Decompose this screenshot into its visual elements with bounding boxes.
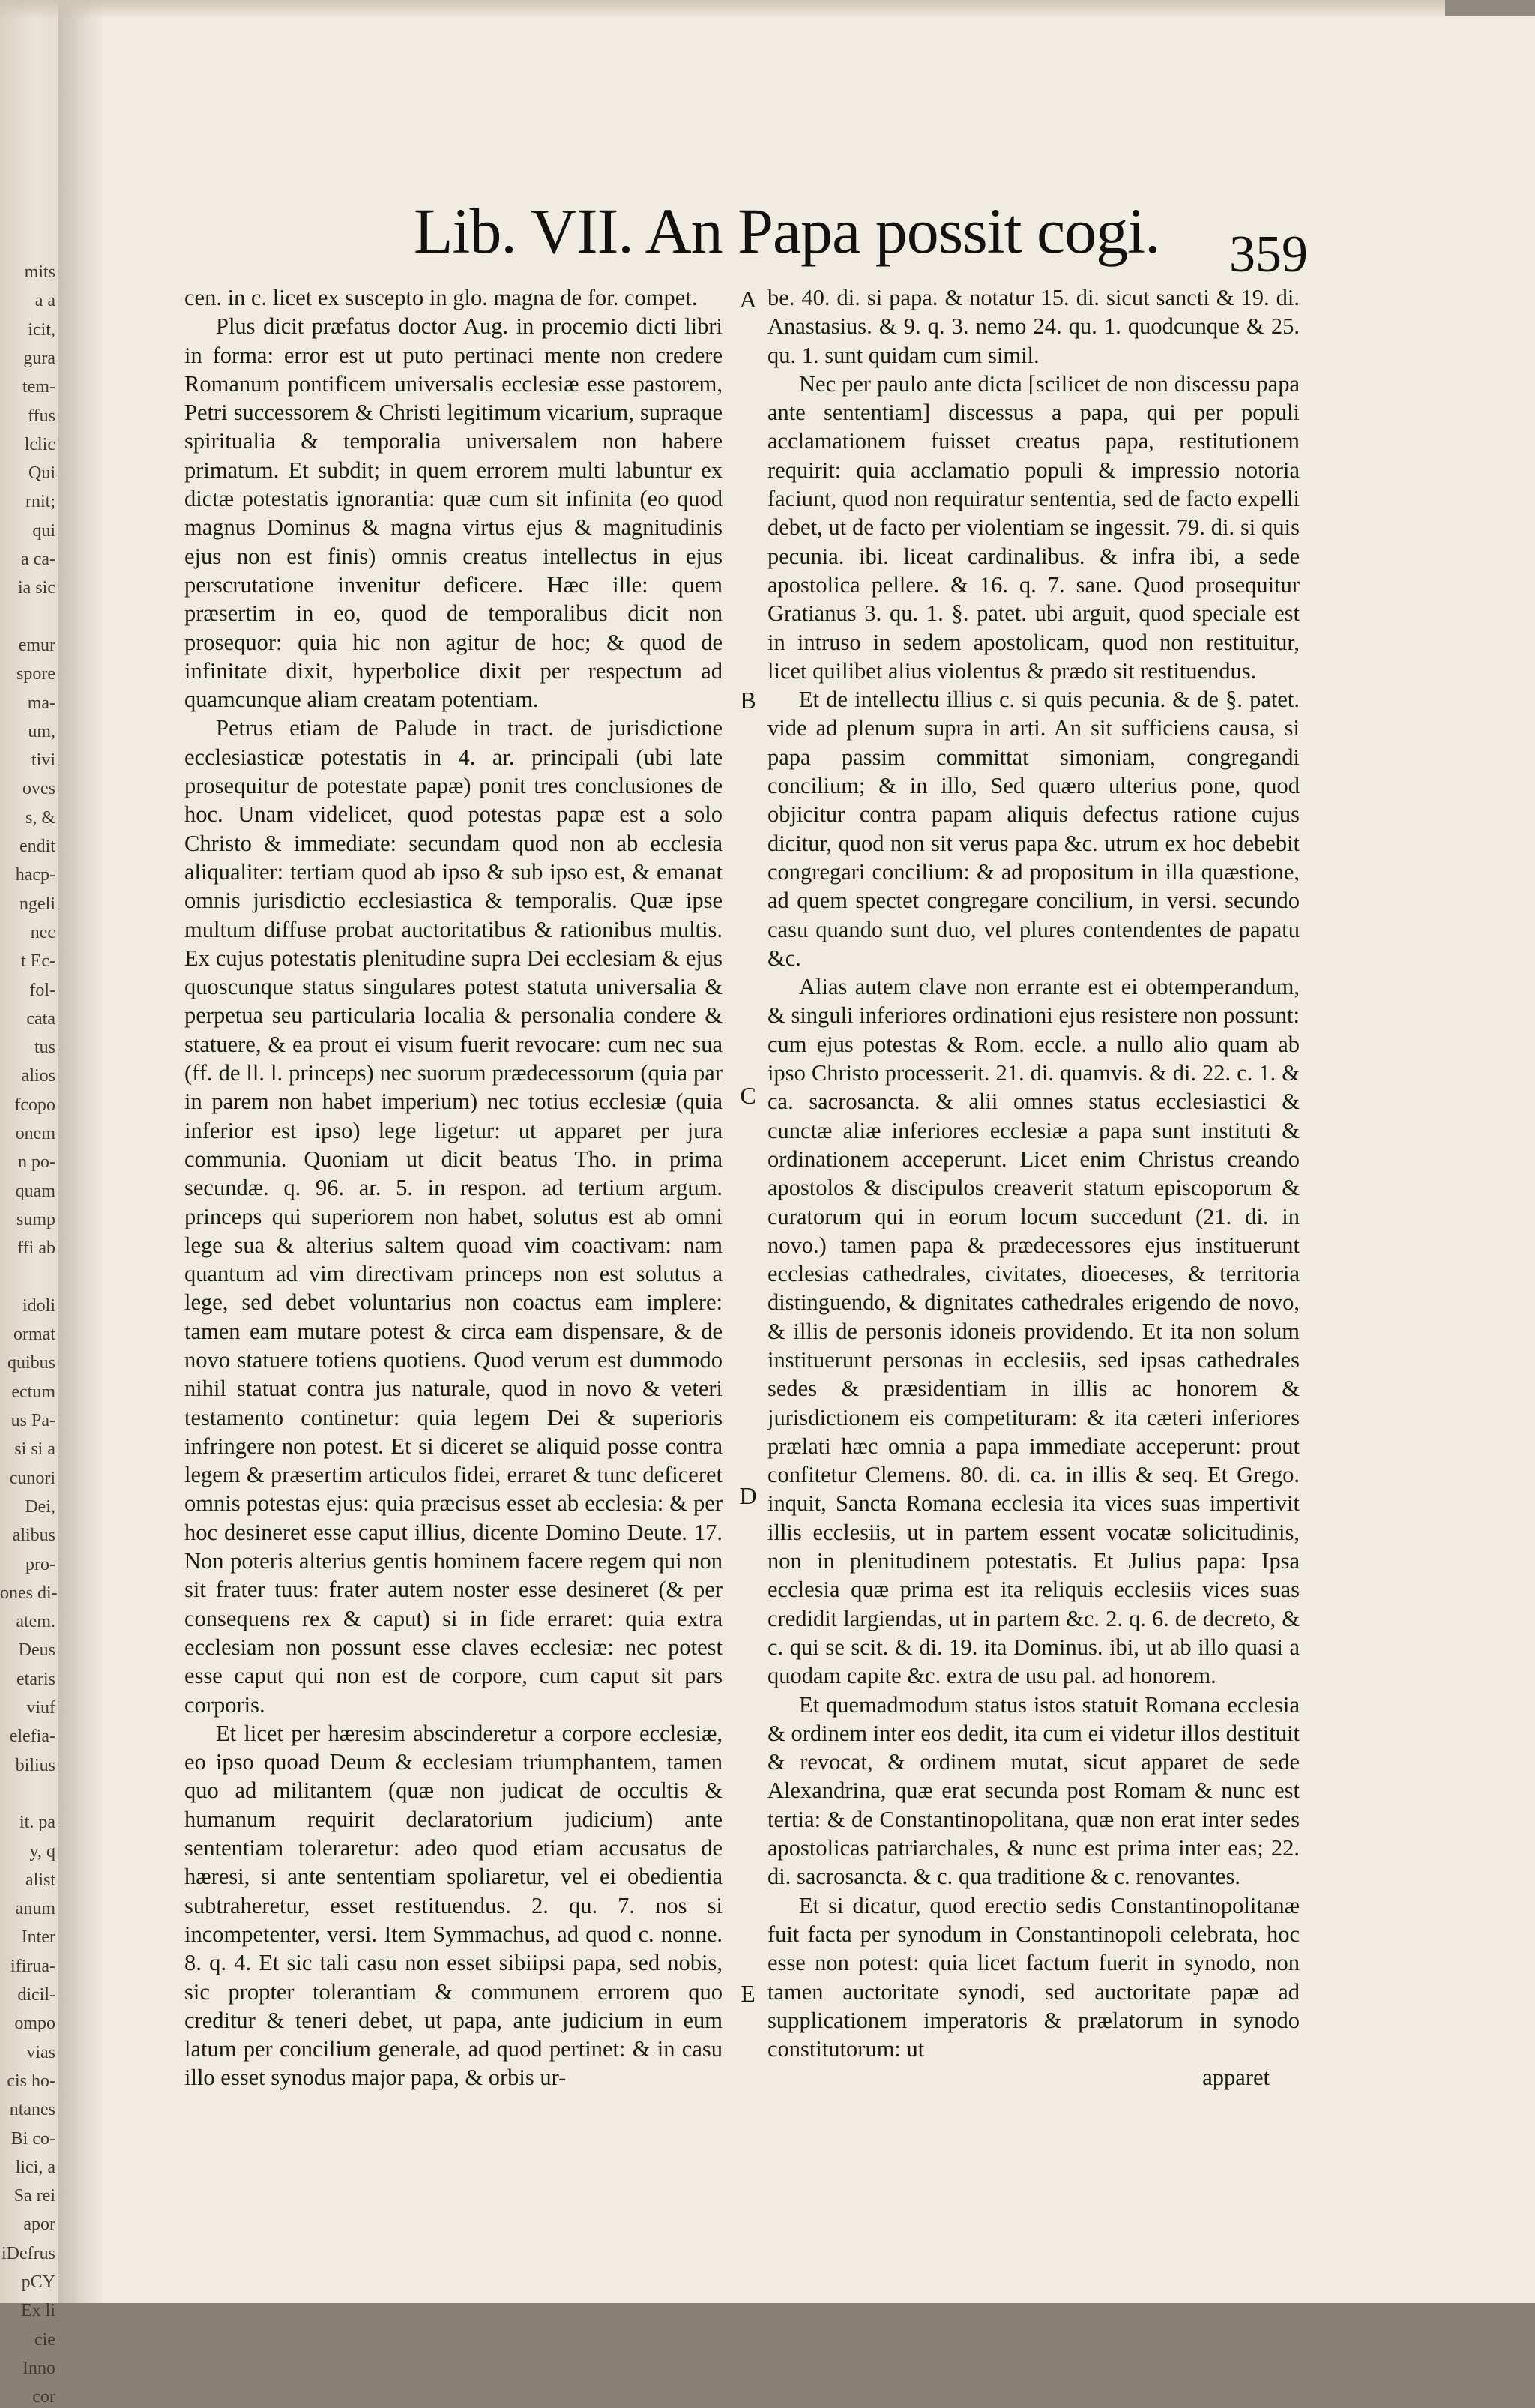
paragraph: Et si dicatur, quod erectio sedis Constantinopolitanæ fuit facta per synodum in Constantinopoli celebrata, hoc esse non potest: quia licet factum fuerit in synodo, non tamen auctoritate synodi, sed auctoritate papæ ad supplicationem imperatoris & prælatorum in synodo constitutorum: ut [768, 1892, 1300, 2062]
gutter-fragment: a ca- [21, 550, 55, 569]
gutter-fragment: lclic [24, 434, 55, 454]
gutter-fragment: a a [34, 291, 55, 311]
paragraph: Petrus etiam de Palude in tract. de jurisdictione ecclesiasticæ potestatis in 4. ar. principali (ubi late prosequitur de potestate papæ) ponit tres conclusiones de hoc. Unam videlicet, quod potestas papæ est a solo Christo & immediate: secundam quod non ab ecclesia aliqualiter: tertiam quod ab ipso & sub ipso est, & emanat omnis jurisdictio ecclesiastica & temporalis. Quæ ipse multum diffuse probat auctoritatibus & rationibus multis. Ex cujus potestatis plenitudine supra Dei ecclesiam & ejus quoscunque status singulares potest statuta universalia & perpetua seu particularia localia & personalia condere & statuere, & ea prout ei visum fuerit revocare: cum nec sua (ff. de ll. l. princeps) nec suorum prædecessorum (quia par in parem non habet imperium) nec totius ecclesiæ (quia inferior est ipso) lege ligetur: ut apparet per jura communia. Quoniam ut dicit beatus Tho. in prima secundæ. q. 96. ar. 5. in respon. ad tertium argum. princeps qui superiorem non habet, solutus est ab omni lege sua & alterius saltem quoad vim coactivam: nam quantum ad vim directivam princeps non est solutus a lege, sed debet voluntarius non coactus eam implere: tamen eam mutare potest & circa eam dispensare, & de novo statuere totiens quotiens. Quod verum est dummodo nihil statuat contra jus naturale, quod in novo & veteri testamento continetur: quia legem Dei & superioris infringere non potest. Et si diceret se aliquid posse contra legem & præsertim articulos fidei, erraret & tunc deficeret omnis potestas ejus: quia præcisus esset ab ecclesia: & per hoc desineret esse caput illius, dicente Domino Deute. 17. Non poteris alterius gentis hominem facere regem qui non sit frater tuus: frater autem noster esse desineret (& per consequens rex & caput) si in fide erraret: quia extra ecclesiam non possunt esse claves ecclesiæ: nec potest esse caput qui non est de corpore, cum caput sit pars corporis. [184, 715, 723, 1718]
gutter-fragment: um, [28, 721, 55, 741]
gutter-fragment: cata [26, 1008, 55, 1029]
gutter-fragment: hacp- [15, 865, 55, 885]
gutter-fragment: cor [32, 2387, 55, 2407]
gutter-fragment: anum [15, 1899, 55, 1919]
gutter-fragment: ffi ab [17, 1238, 55, 1259]
paragraph: Nec per paulo ante dicta [scilicet de non discessu papa ante sententiam] discessus a papa, qui per populi acclamationem fuisset creatus papa, restitutionem requirit: quia acclamatio populi & impressio notoria faciunt, quod non requiratur sententia, sed de facto expelli debet, ut de facto per violentiam se ingessit. 79. di. si quis pecunia. ibi. liceat cardinalibus. & infra ibi, a sede apostolica pellere. & 16. q. 7. sane. Quod prosequitur Gratianus 3. qu. 1. §. patet. ubi arguit, quod speciale est in intruso in sedem apostolicam, quod non restituitur, licet quilibet alius violentus & prædo sit restituendus. [768, 370, 1300, 684]
paragraph: be. 40. di. si papa. & notatur 15. di. sicut sancti & 19. di. Anastasius. & 9. q. 3. nemo 24. qu. 1. quodcunque & 25. qu. 1. sunt quidam cum simil. [768, 285, 1300, 368]
gutter-fragment: quibus [7, 1353, 55, 1373]
gutter-fragment: rnit; [25, 492, 55, 512]
paragraph: Et de intellectu illius c. si quis pecunia. & de §. patet. vide ad plenum supra in arti. An sit sufficiens causa, si papa passim committat simoniam, congregandi concilium; & in illo, Sed quæro ulterius pone, quod objicitur contra papam aliquis defectus ratione cujus dicitur, quod non sit verus papa &c. utrum ex hoc debebit congregari concilium: & ad propositum in illa quæstione, ad quem spectet congregare concilium, in versi. secundo casu quando sunt duo, vel plures contendentes de papatu &c. [768, 687, 1300, 971]
margin-marker-d: D [739, 1482, 757, 1509]
gutter-fragment: ifirua- [10, 1956, 55, 1976]
gutter-fragment: y, q [29, 1841, 55, 1861]
gutter-fragment: ffus [28, 406, 55, 426]
gutter-fragment: iDefrus [1, 2243, 55, 2263]
gutter-fragment: cunori [9, 1468, 55, 1488]
page-corner [1445, 0, 1535, 16]
gutter-fragment: n po- [18, 1152, 55, 1173]
paragraph: cen. in c. licet ex suscepto in glo. magna de for. compet. [184, 285, 698, 310]
page-top-edge [0, 0, 1535, 19]
gutter-fragment: atem. [16, 1612, 55, 1632]
right-text-column [768, 283, 1300, 2092]
gutter-fragment: pro- [25, 1554, 55, 1574]
gutter-fragment: alist [25, 1870, 55, 1890]
gutter-fragment: mits [24, 262, 55, 282]
gutter-fragment: spore [16, 664, 55, 684]
gutter-fragment: viuf [26, 1698, 55, 1718]
gutter-fragment: ntanes [9, 2100, 55, 2120]
left-text-column [184, 283, 723, 2092]
margin-marker-b: B [740, 687, 756, 714]
paragraph: Alias autem clave non errante est ei obtemperandum, & singuli inferiores ordinationi ejus resistere non possunt: cum ejus potestas & Rom. eccle. a nullo alio quam ab ipso Christo processerit. 21. di. quamvis. & di. 22. c. 1. & ca. sacrosancta. & alii omnes status ecclesiastici & cunctæ aliæ inferiores ecclesiæ a papa sunt instituti & ordinationem acceperunt. Licet enim Christus creando apostolos & discipulos creaverit statum episcoporum & curatorum qui in eorum locum succedunt (21. di. in novo.) tamen papa & prædecessores ejus instituerunt ecclesias cathedrales, civitates, dioeceses, & territoria distinguendo, & dignitates cathedrales erigendo de novo, & illis de personis idoneis providendo. Et ita non solum instituerunt personas in ecclesiis, sed ipsas cathedrales sedes & præsidentiam in illis ac honorem & jurisdictionem eis competituram: & ita cæteri inferiores prælati hæc omnia a papa immediate acceperunt: prout confitetur Clemens. 80. di. ca. in illis & seq. Et Grego. inquit, Sancta Romana ecclesia ita vices suas impertivit illis ecclesiis, ut in partem essent vocatæ solicitudinis, non in plenitudinem potestatis. Et Julius papa: Ipsa ecclesia quæ prima est ita reliquis ecclesiis vices suas credidit largiendas, ut in partem &c. 2. q. 6. de decreto, & c. qui se scit. & di. 19. ita Dominus. ibi, ut ab illo quasi a quodam capite &c. extra de usu pal. ad honorem. [768, 974, 1300, 1689]
gutter-fragment: apor [23, 2215, 55, 2235]
gutter-fragment: cie [34, 2329, 55, 2350]
margin-marker-c: C [740, 1082, 756, 1109]
gutter-fragment: ma- [27, 693, 55, 713]
gutter-fragment: t Ec- [21, 951, 55, 972]
gutter-fragment: si si a [14, 1439, 55, 1460]
margin-marker-a: A [739, 286, 757, 313]
gutter-fragment: ones di- [0, 1583, 58, 1603]
margin-marker-e: E [741, 1980, 756, 2007]
gutter-fragment: Dei, [25, 1496, 55, 1517]
gutter-fragment: idoli [22, 1295, 55, 1316]
gutter-fragment: icit, [28, 319, 55, 340]
paragraph: Plus dicit præfatus doctor Aug. in procemio dicti libri in forma: error est ut puto pertinaci mente non credere Romanum pontificem universalis ecclesiæ esse pastorem, Petri successorem & Christi legitimum vicarium, supraque spiritualia & temporalia universalem non habere primatum. Et subdit; in quem errorem multi labuntur ex dictæ potestatis ignorantia: quæ cum sit infinita (eo quod magnus Dominus & magna virtus ejus & magnitudinis ejus non est finis) omnis creatus intellectus in ejus perscrutatione invenitur deficere. Hæc ille: quem præsertim in eo, quod de temporalibus dicit non prosequor: quia hic non agitur de hoc; & quod de infinitate dixit, hyperbolice dixit per respectum ad quamcunque aliam creatam potentiam. [184, 313, 723, 713]
gutter-fragment: dicil- [17, 1985, 55, 2005]
gutter-fragment: qui [32, 520, 55, 541]
paragraph: Et quemadmodum status istos statuit Romana ecclesia & ordinem inter eos dedit, ita cum ei videtur illos destituit & revocat, & ordinem mutat, sicut apparet de sede Alexandrina, quæ erat secunda post Romam & nunc est tertia: & de Constantinopolitana, quæ non erat inter sedes apostolicas patriarchales, & nunc est prima inter eas; 22. di. sacrosancta. & c. qua traditione & c. renovantes. [768, 1691, 1300, 1890]
gutter-fragment: Ex li [21, 2301, 55, 2321]
gutter-fragment: cis ho- [7, 2071, 55, 2091]
gutter-fragment: pCY [21, 2272, 55, 2292]
gutter-fragment: Qui [28, 463, 55, 484]
paragraph: apparet [1202, 2065, 1270, 2091]
gutter-fragment: bilius [15, 1755, 55, 1775]
running-title: Lib. VII. An Papa possit cogi. [414, 195, 1160, 267]
gutter-fragment: tus [34, 1038, 55, 1058]
gutter-fragment: gura [23, 348, 55, 368]
gutter-fragment: oves [22, 779, 55, 799]
gutter-fragment: fcopo [14, 1095, 55, 1115]
gutter-fragment: sump [16, 1209, 55, 1229]
gutter-fragment: vias [26, 2042, 55, 2062]
facing-page-gutter [0, 0, 58, 2407]
gutter-fragment: ngeli [19, 894, 55, 914]
paragraph: Et licet per hæresim abscinderetur a corpore ecclesiæ, eo ipso quoad Deum & ecclesiam triumphantem, tamen quo ad militantem (quæ non judicat de occultis & humanum requirit declaratorium judicium) ante sententiam toleraretur: adeo quod etiam accusatus de hæresi, si ante sententiam spoliaretur, vel ei obedientia subtraheretur, esset restituendus. 2. qu. 7. nos si incompetenter, versi. Item Symmachus, ad quod c. nonne. 8. q. 4. Et sic tali casu non esset sibiipsi papa, sed nobis, sic propter tolerantiam & communem errorem quo creditur & teneri debet, ut papa, ante judicium in eum latum per concilium generale, ad quod pertinet: & in casu illo esset synodus major papa, & orbis ur- [184, 1720, 723, 2091]
gutter-fragment: fol- [29, 980, 55, 1000]
gutter-fragment: Sa rei [13, 2186, 55, 2206]
gutter-fragment: ectum [11, 1382, 55, 1402]
gutter-fragment: ompo [14, 2014, 55, 2034]
gutter-fragment: alios [21, 1066, 55, 1086]
gutter-fragment: onem [15, 1124, 55, 1143]
gutter-fragment: tem- [22, 377, 55, 397]
gutter-fragment: Deus [18, 1640, 55, 1661]
gutter-fragment: Bi co- [10, 2128, 55, 2149]
gutter-fragment: nec [30, 922, 55, 942]
gutter-fragment: etaris [16, 1669, 55, 1689]
gutter-fragment: us Pa- [10, 1411, 55, 1430]
gutter-fragment: Inter [21, 1927, 55, 1948]
gutter-fragment: ia sic [18, 578, 55, 598]
gutter-fragment: emur [18, 635, 55, 655]
page-number: 359 [1229, 226, 1308, 283]
gutter-fragment: endit [19, 837, 55, 856]
gutter-fragment: elefia- [9, 1727, 55, 1747]
gutter-fragment: Inno [22, 2358, 55, 2378]
binding-shadow [58, 0, 103, 2303]
gutter-fragment: lici, a [15, 2157, 55, 2177]
gutter-fragment: quam [15, 1181, 55, 1201]
gutter-fragment: tivi [31, 750, 55, 771]
gutter-fragment: s, & [25, 807, 55, 828]
gutter-fragment: alibus [12, 1526, 55, 1546]
gutter-fragment: ormat [13, 1325, 55, 1345]
gutter-fragment: it. pa [19, 1813, 55, 1833]
